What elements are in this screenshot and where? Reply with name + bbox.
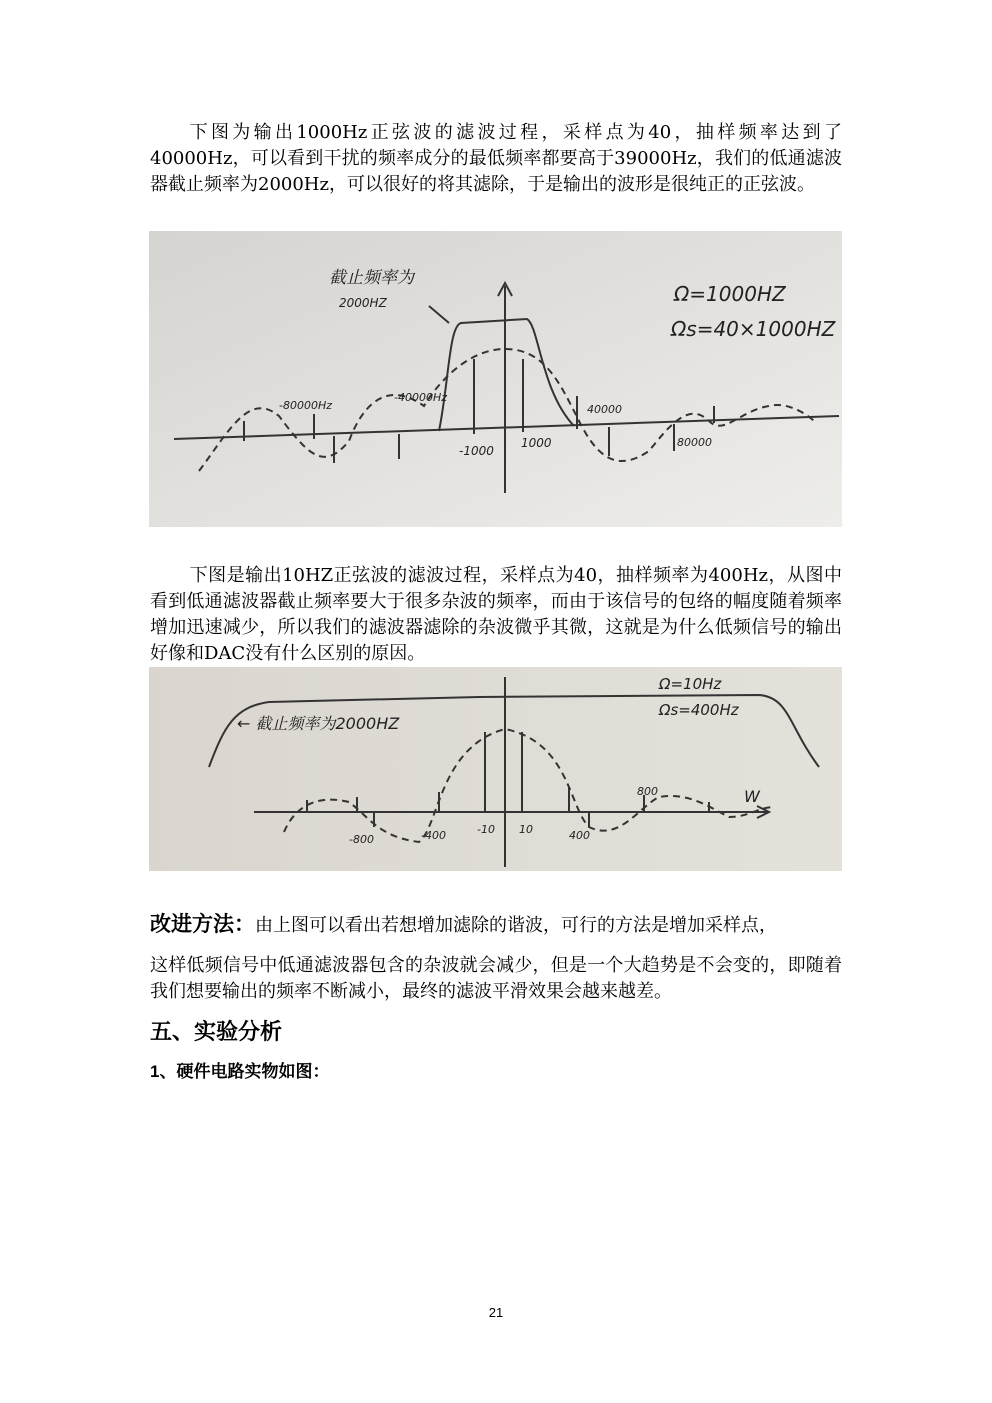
improvement-continued: 这样低频信号中低通滤波器包含的杂波就会减少，但是一个大趋势是不会变的，即随着我们想要输出的频率不断减小，最终的滤波平滑效果会越来越差。 xyxy=(150,955,842,1002)
fig2-cutoff-label: ← 截止频率为2000HZ xyxy=(237,714,400,733)
fig2-tick-neg800: -800 xyxy=(349,833,374,846)
fig2-axis-w: W xyxy=(744,787,760,806)
subsection-heading: 1、硬件电路实物如图： xyxy=(150,1062,330,1081)
fig1-omega: Ω=1000HZ xyxy=(674,282,786,306)
improvement-label: 改进方法： xyxy=(150,913,255,936)
fig1-tick-40000: 40000 xyxy=(587,403,622,416)
fig2-omega: Ω=10Hz xyxy=(659,675,722,693)
fig2-tick-neg10: -10 xyxy=(477,823,495,836)
fig2-omega-s: Ωs=400Hz xyxy=(659,701,739,719)
fig1-tick-neg40000: -40000Hz xyxy=(394,391,448,404)
fig2-tick-neg400: -400 xyxy=(421,829,446,842)
fig1-cutoff-label: 截止频率为 xyxy=(329,268,414,288)
fig2-tick-10: 10 xyxy=(519,823,533,836)
figure-1000hz-sketch-photo xyxy=(149,231,842,527)
fig2-tick-800: 800 xyxy=(637,785,658,798)
fig1-tick-neg1000: -1000 xyxy=(459,444,494,458)
paragraph-10hz-filtering: 下图是输出10HZ正弦波的滤波过程，采样点为40，抽样频率为400Hz，从图中看到低通滤波器截止频率要大于很多杂波的频率，而由于该信号的包络的幅度随着频率增加迅速减少，所以我们的滤波器滤除的杂波微乎其微，这就是为什么低频信号的输出好像和DAC没有什么区别的原因。 xyxy=(150,565,842,664)
fig1-tick-80000: 80000 xyxy=(677,436,712,449)
fig1-tick-neg80000: -80000Hz xyxy=(279,399,333,412)
fig1-omega-s: Ωs=40×1000HZ xyxy=(671,317,836,341)
improvement-line-1: 由上图可以看出若想增加滤除的谐波，可行的方法是增加采样点， xyxy=(255,915,777,936)
figure-10hz-sketch-photo xyxy=(149,667,842,871)
fig1-tick-1000: 1000 xyxy=(521,436,552,450)
section-heading: 五、实验分析 xyxy=(150,1019,283,1044)
page-number: 21 xyxy=(488,1305,504,1320)
fig1-cutoff-value: 2000HZ xyxy=(339,296,387,310)
fig2-tick-400: 400 xyxy=(569,829,590,842)
improvement-paragraph xyxy=(150,912,842,939)
paragraph-1000hz-filtering: 下图为输出1000Hz正弦波的滤波过程，采样点为40，抽样频率达到了40000Hz，可以看到干扰的频率成分的最低频率都要高于39000Hz，我们的低通滤波器截止频率为2000Hz，可以很好的将其滤除，于是输出的波形是很纯正的正弦波。 xyxy=(150,122,842,195)
